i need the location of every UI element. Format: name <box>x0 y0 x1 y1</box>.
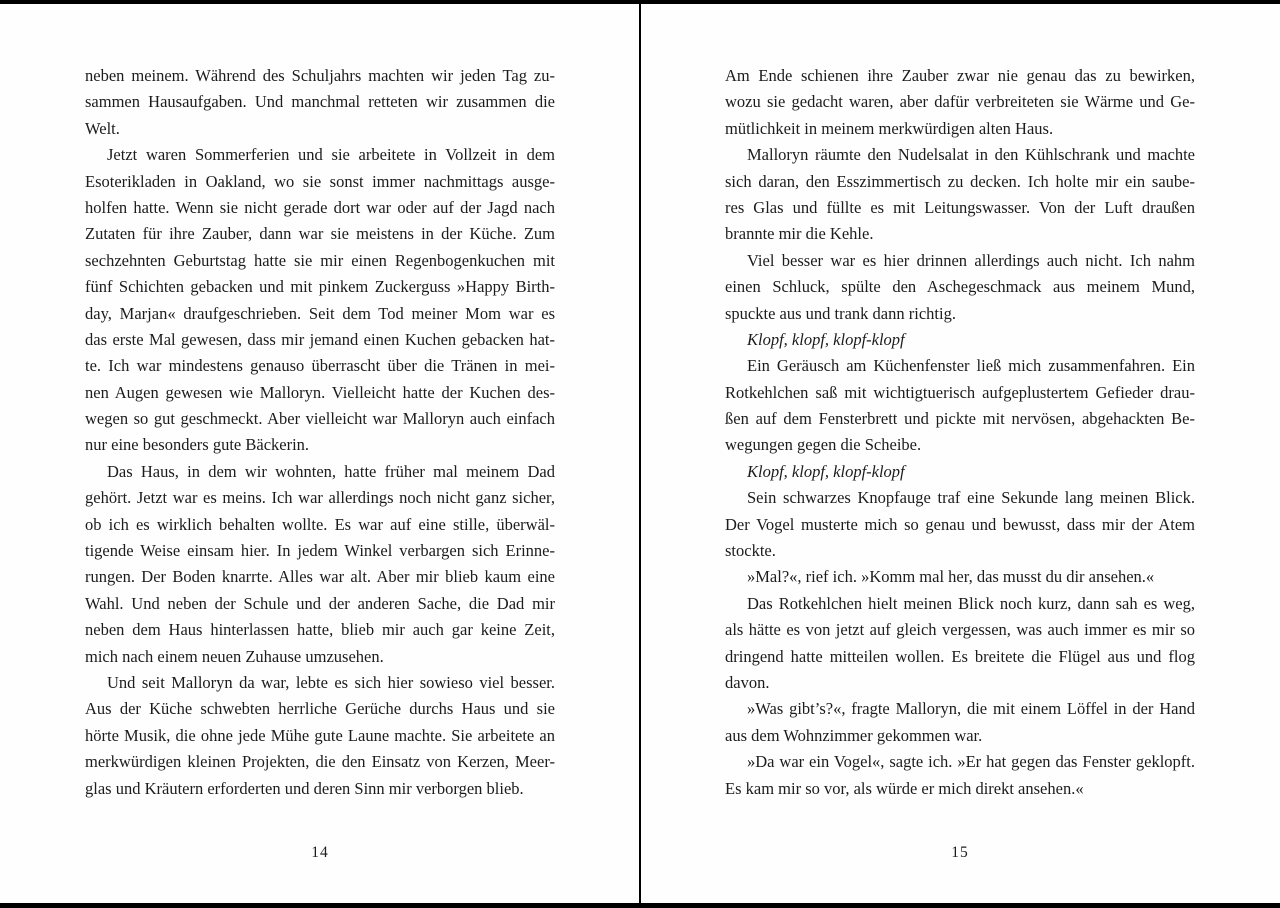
text-line: wozu sie gedacht waren, aber dafür verbreiteten sie Wärme und Ge- <box>725 92 1195 112</box>
text-line: als hätte es von jetzt auf gleich vergessen, was auch immer es mir so <box>725 620 1195 640</box>
text-line: te. Ich war mindestens genauso überrascht über die Tränen in mei- <box>85 356 555 376</box>
text-line: davon. <box>725 672 770 692</box>
text-line: nen Augen gewesen wie Malloryn. Vielleicht hatte der Kuchen des- <box>85 382 555 402</box>
page-right-text-block <box>725 63 1195 802</box>
text-line: Sein schwarzes Knopfauge traf eine Sekunde lang meinen Blick. <box>747 488 1195 508</box>
text-line: Ein Geräusch am Küchenfenster ließ mich zusammenfahren. Ein <box>747 356 1195 376</box>
text-line: ob ich es wirklich behalten wollte. Es war auf eine stille, überwäl- <box>85 514 555 534</box>
text-line: fünf Schichten gebacken und mit pinkem Zuckerguss »Happy Birth- <box>85 277 555 297</box>
text-line: hörte Musik, die ohne jede Mühe gute Laune machte. Sie arbeitete an <box>85 725 555 745</box>
text-line: glas und Kräutern erforderten und deren Sinn mir verborgen blieb. <box>85 778 524 798</box>
text-line: stockte. <box>725 541 776 561</box>
text-line: Das Haus, in dem wir wohnten, hatte früher mal meinem Dad <box>107 461 555 481</box>
text-line: Aus der Küche schwebten herrliche Gerüche durchs Haus und sie <box>85 699 555 719</box>
text-line: sammen Hausaufgaben. Und manchmal retteten wir zusammen die <box>85 92 555 112</box>
text-line: ßen auf dem Fensterbrett und pickte mit nervösen, abgehackten Be- <box>725 409 1195 429</box>
page-left-text-block <box>85 63 555 802</box>
text-line: mütlichkeit in meinem merkwürdigen alten Haus. <box>725 118 1054 138</box>
text-line: Jetzt waren Sommerferien und sie arbeitete in Vollzeit in dem <box>107 145 555 165</box>
text-line: merkwürdigen kleinen Projekten, die den Einsatz von Kerzen, Meer- <box>85 752 555 772</box>
text-line: spuckte aus und trank dann richtig. <box>725 303 956 323</box>
text-line: Es kam mir so vor, als würde er mich direkt ansehen.« <box>725 778 1084 798</box>
text-line: wegungen gegen die Scheibe. <box>725 435 922 455</box>
text-line: day, Marjan« draufgeschrieben. Seit dem Tod meiner Mom war es <box>85 303 555 323</box>
text-line: res Glas und füllte es mit Leitungswasser. Von der Luft draußen <box>725 197 1195 217</box>
text-line: »Da war ein Vogel«, sagte ich. »Er hat gegen das Fenster geklopft. <box>747 752 1195 772</box>
text-line: sechzehnten Geburtstag hatte sie mir einen Regenbogenkuchen mit <box>85 250 555 270</box>
text-line: gehört. Jetzt war es meins. Ich war allerdings noch nicht ganz sicher, <box>85 488 555 508</box>
text-line: nur eine besonders gute Bäckerin. <box>85 435 310 455</box>
page-right <box>640 0 1280 908</box>
text-line: einen Schluck, spülte den Aschegeschmack aus meinem Mund, <box>725 277 1195 297</box>
page-right-number: 15 <box>951 844 969 861</box>
text-line: sich daran, den Esszimmertisch zu decken. Ich holte mir ein saube- <box>725 171 1195 191</box>
text-line: wegen so gut geschmeckt. Aber vielleicht war Malloryn auch einfach <box>85 409 555 429</box>
text-line: Der Vogel musterte mich so genau und bewusst, dass mir der Atem <box>725 514 1195 534</box>
text-line: Zutaten für ihre Zauber, dann war sie meistens in der Küche. Zum <box>85 224 555 244</box>
text-line: aus dem Wohnzimmer gekommen war. <box>725 725 983 745</box>
text-line: Malloryn räumte den Nudelsalat in den Kühlschrank und machte <box>747 145 1195 165</box>
text-line: »Was gibt’s?«, fragte Malloryn, die mit einem Löffel in der Hand <box>747 699 1195 719</box>
text-line: Wahl. Und neben der Schule und der anderen Sache, die Dad mir <box>85 593 555 613</box>
text-line: das erste Mal gewesen, dass mir jemand einen Kuchen gebacken hat- <box>85 329 555 349</box>
bottom-black-bar <box>0 903 1280 908</box>
text-line: mich nach einem neuen Zuhause umzusehen. <box>85 646 384 666</box>
text-line: Welt. <box>85 118 120 138</box>
text-line: Viel besser war es hier drinnen allerdings auch nicht. Ich nahm <box>747 250 1195 270</box>
text-line: Klopf, klopf, klopf-klopf <box>747 329 905 349</box>
text-line: tigende Weise einsam hier. In jedem Winkel verbargen sich Erinne- <box>85 541 555 561</box>
text-line: rungen. Der Boden knarrte. Alles war alt. Aber mir blieb kaum eine <box>85 567 555 587</box>
text-line: neben meinem. Während des Schuljahrs machten wir jeden Tag zu- <box>85 66 555 85</box>
text-line: Das Rotkehlchen hielt meinen Blick noch kurz, dann sah es weg, <box>747 593 1195 613</box>
text-line: holfen hatte. Wenn sie nicht gerade dort war oder auf der Jagd nach <box>85 197 555 217</box>
text-line: dringend hatte mitteilen wollen. Es breitete die Flügel aus und flog <box>725 646 1195 666</box>
text-line: Rotkehlchen saß mit wichtigtuerisch aufgeplustertem Gefieder drau- <box>725 382 1195 402</box>
text-line: neben dem Haus hinterlassen hatte, blieb mir auch gar keine Zeit, <box>85 620 555 640</box>
text-line: Und seit Malloryn da war, lebte es sich hier sowieso viel besser. <box>107 672 555 692</box>
text-line: Esoterikladen in Oakland, wo sie sonst immer nachmittags ausge- <box>85 171 555 191</box>
text-line: Klopf, klopf, klopf-klopf <box>747 461 905 481</box>
page-left-number: 14 <box>311 844 329 861</box>
text-line: »Mal?«, rief ich. »Komm mal her, das musst du dir ansehen.« <box>747 567 1155 587</box>
text-line: Am Ende schienen ihre Zauber zwar nie genau das zu bewirken, <box>725 66 1195 85</box>
text-line: brannte mir die Kehle. <box>725 224 874 244</box>
